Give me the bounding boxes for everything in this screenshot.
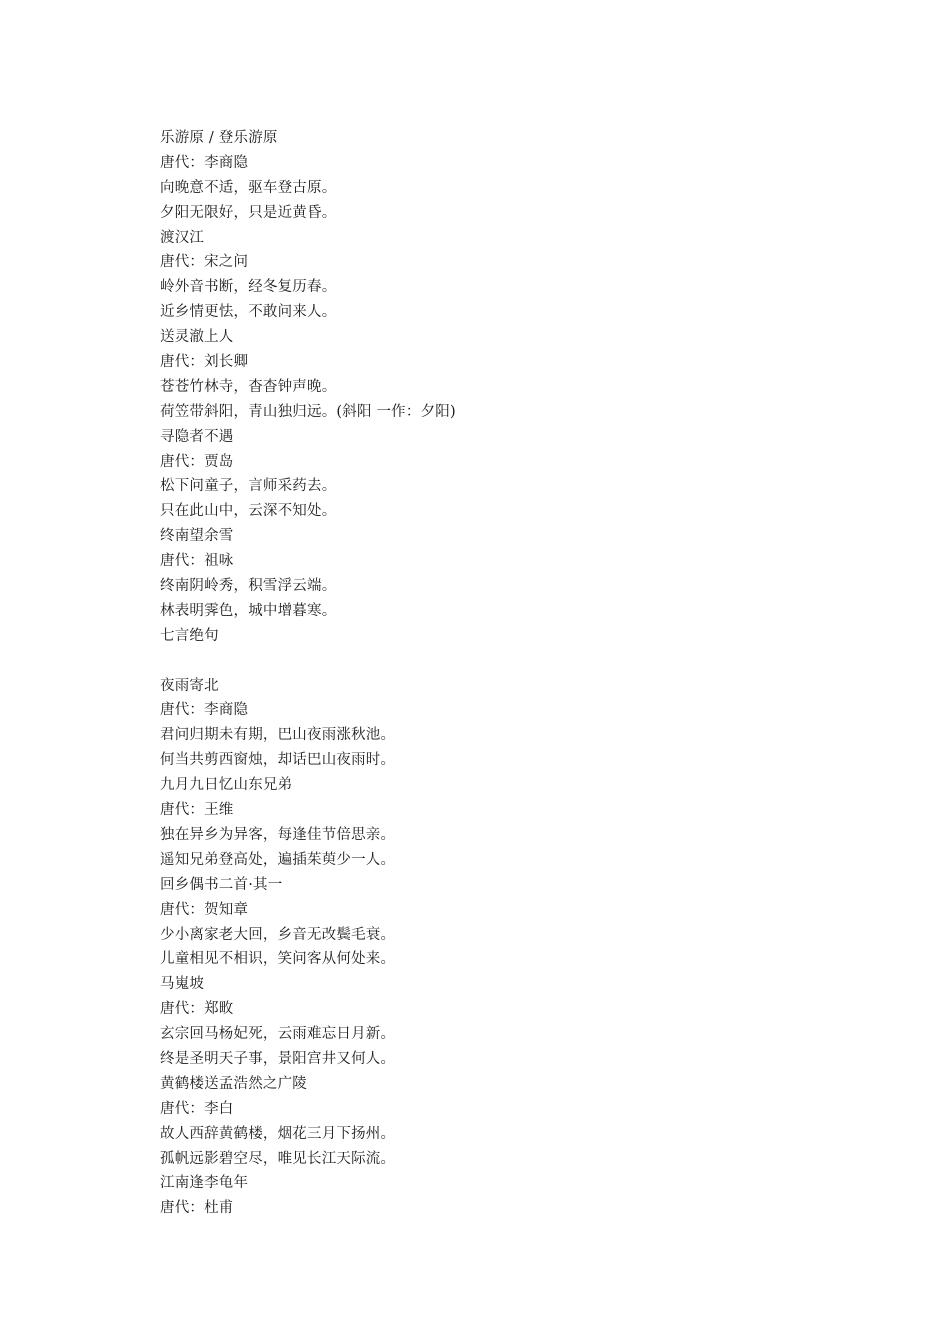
poem-title: 乐游原 / 登乐游原 [160,130,278,146]
poem-author: 唐代：李商隐 [160,702,249,719]
poem-verse: 故人西辞黄鹤楼，烟花三月下扬州。 [160,1125,396,1142]
poem-verse: 终南阴岭秀，积雪浮云端。 [160,578,337,595]
poem-title: 江南逢李龟年 [160,1175,249,1192]
poem-title: 寻隐者不遇 [160,428,234,445]
poem-verse: 只在此山中，云深不知处。 [160,503,337,520]
poem-author: 唐代：贾岛 [160,453,234,470]
poem-verse: 遥知兄弟登高处，遍插茱萸少一人。 [160,851,396,868]
blank-line [160,649,860,674]
poem-author: 唐代：李商隐 [160,154,249,171]
poem-title: 终南望余雪 [160,528,234,545]
poem-verse: 玄宗回马杨妃死，云雨难忘日月新。 [160,1026,396,1043]
poem-verse: 向晚意不适，驱车登古原。 [160,179,337,196]
poem-verse: 君问归期未有期，巴山夜雨涨秋池。 [160,727,396,744]
poem-verse: 荷笠带斜阳，青山独归远。(斜阳 一作：夕阳) [160,403,456,420]
poem-verse: 林表明霁色，城中增暮寒。 [160,602,337,619]
poem-verse: 夕阳无限好，只是近黄昏。 [160,204,337,221]
poem-verse: 苍苍竹林寺，杳杳钟声晚。 [160,378,337,395]
poem-verse: 儿童相见不相识，笑问客从何处来。 [160,951,396,968]
poem-verse: 松下问童子，言师采药去。 [160,478,337,495]
poem-title: 送灵澈上人 [160,329,234,346]
poem-title: 夜雨寄北 [160,677,219,694]
document-page [160,126,860,1221]
poem-verse: 少小离家老大回，乡音无改鬓毛衰。 [160,926,396,943]
poem-verse: 近乡情更怯，不敢问来人。 [160,304,337,321]
poem-author: 唐代：祖咏 [160,553,234,570]
poem-author: 唐代：李白 [160,1100,234,1117]
poem-author: 唐代：宋之问 [160,254,249,271]
poem-title: 渡汉江 [160,229,205,246]
poem-verse: 何当共剪西窗烛，却话巴山夜雨时。 [160,752,396,769]
poem-verse: 岭外音书断，经冬复历春。 [160,279,337,296]
section-heading: 七言绝句 [160,627,219,644]
poem-title: 九月九日忆山东兄弟 [160,777,293,794]
poem-verse: 孤帆远影碧空尽，唯见长江天际流。 [160,1150,396,1167]
poem-author: 唐代：王维 [160,802,234,819]
poem-title: 黄鹤楼送孟浩然之广陵 [160,1075,307,1092]
poem-verse: 独在异乡为异客，每逢佳节倍思亲。 [160,826,396,843]
poem-author: 唐代：杜甫 [160,1200,234,1217]
poem-author: 唐代：郑畋 [160,1001,234,1018]
poem-title: 马嵬坡 [160,976,205,993]
poem-verse: 终是圣明天子事，景阳宫井又何人。 [160,1050,396,1067]
poem-author: 唐代：贺知章 [160,901,249,918]
poem-author: 唐代：刘长卿 [160,354,249,371]
poem-title: 回乡偶书二首·其一 [160,876,283,893]
